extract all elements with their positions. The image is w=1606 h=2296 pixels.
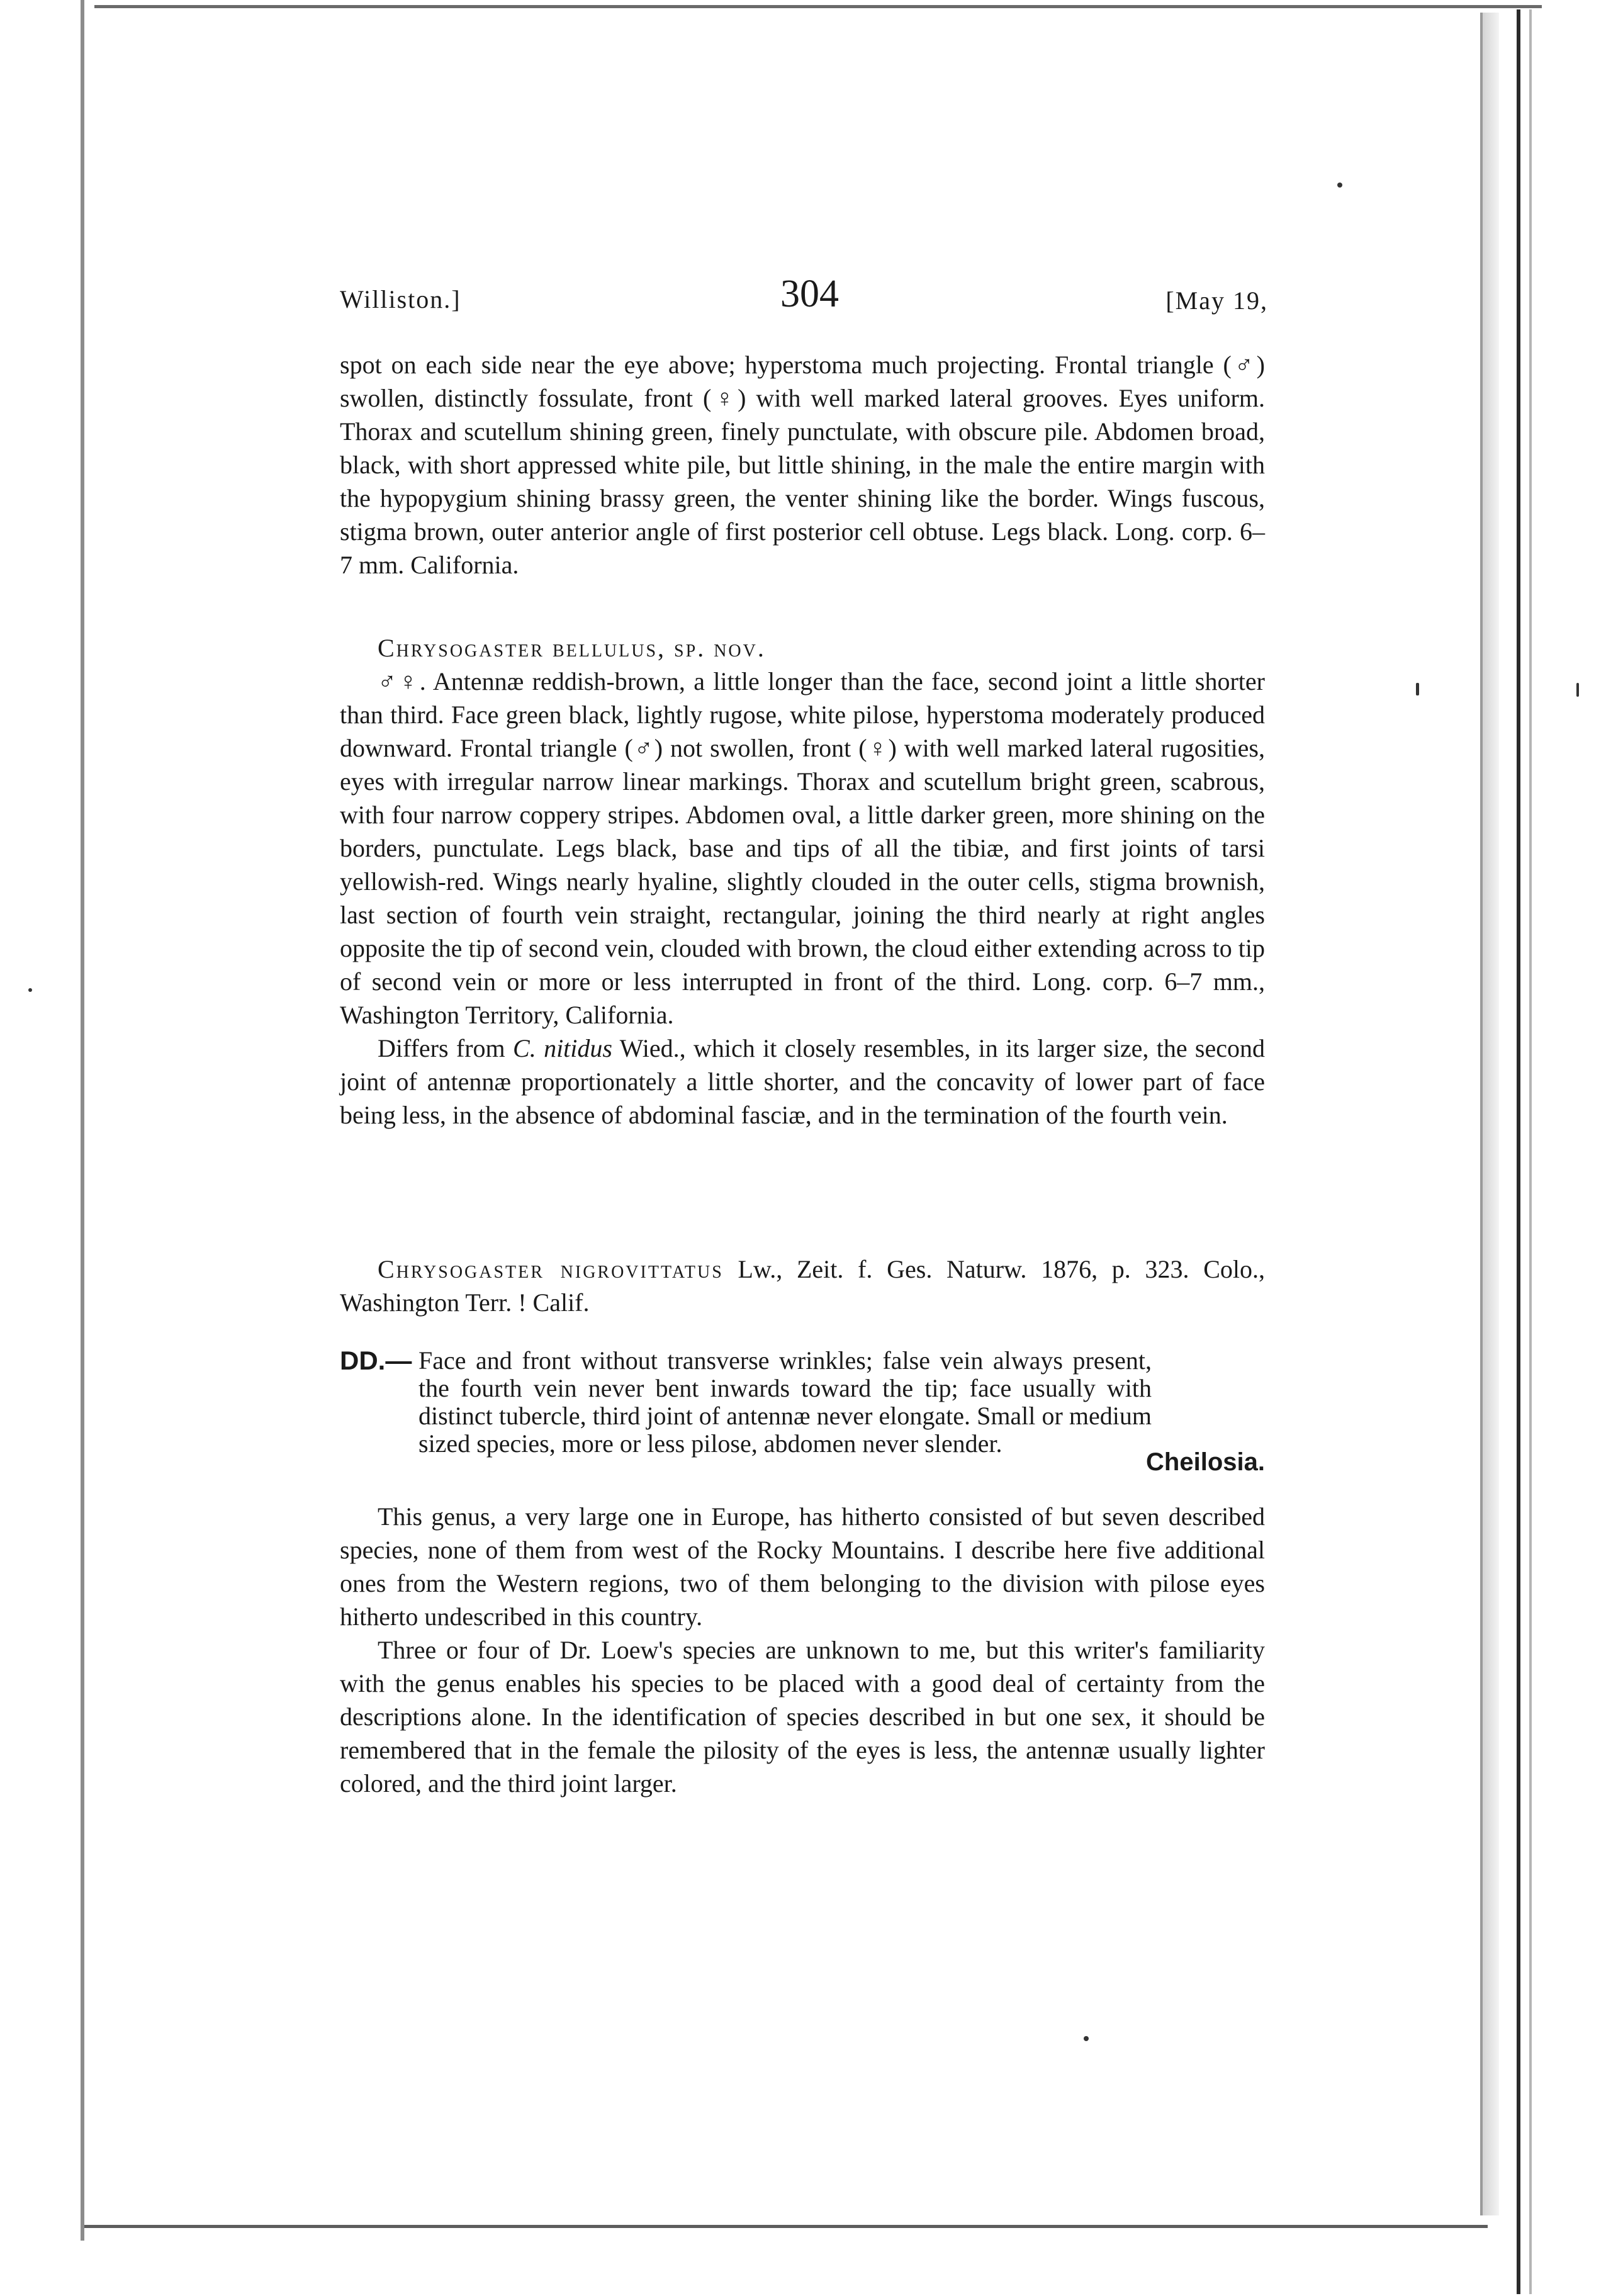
species-entry-nigrovittatus: [340, 1252, 1265, 1319]
key-genus: Cheilosia.: [1146, 1448, 1265, 1476]
species-heading: Chrysogaster nigrovittatus: [378, 1255, 724, 1283]
paragraph: Three or four of Dr. Loew's species are unknown to me, but this writer's familiarity with the genus enables his species to be placed with a good deal of certainty from the descriptions alone. In the identification of species described in but one sex, it should be remembered that in the female the pilosity of the eyes is less, the antennæ usually lighter colored, and the third joint larger.: [340, 1636, 1265, 1798]
page-number: 304: [780, 273, 839, 315]
running-head: [340, 273, 1268, 329]
scan-speck: [1084, 2036, 1089, 2041]
key-label: DD.—: [340, 1346, 412, 1375]
paragraph: This genus, a very large one in Europe, has hitherto consisted of but seven described species, none of them from west of the Rocky Mountains. I describe here five additional ones from the Western regions, two of them belonging to the division with pilose eyes hitherto undescribed in this country.: [340, 1502, 1265, 1631]
page-frame-top: [94, 5, 1542, 8]
key-couplet: [340, 1347, 1265, 1476]
genus-discussion: [340, 1500, 1265, 1800]
running-head-date: [May 19,: [1165, 286, 1268, 315]
running-head-author: Williston.]: [340, 285, 461, 313]
next-page-edge-shadow: [1529, 9, 1532, 2294]
species-entry-bellulus: [340, 631, 1265, 1132]
page-gutter: [1483, 13, 1499, 2215]
compared-species: C. nitidus: [513, 1034, 612, 1062]
differs-prefix: Differs from: [378, 1034, 505, 1062]
continuation-text: spot on each side near the eye above; hyperstoma much projecting. Frontal triangle (♂) swollen, distinctly fossulate, front (♀) with well marked lateral grooves. Eyes uniform. Thorax and scutellum shining green, finely punctulate, with obscure pile. Abdomen broad, black, with short appressed white pile, but little shining, in the male the entire margin with the hypopygium shining brassy green, the venter shining like the border. Wings fuscous, stigma brown, outer anterior angle of first posterior cell obtuse. Legs black. Long. corp. 6–7 mm. California.: [340, 351, 1265, 579]
species-differs: [340, 1032, 1265, 1132]
differs-rest: Wied., which it closely resembles, in its larger size, the second joint of antennæ proportionately a little shorter, and the concavity of lower part of face being less, in the absence of abdominal fasciæ, and in the termination of the fourth vein.: [340, 1034, 1266, 1129]
species-description: ♂♀. Antennæ reddish-brown, a little longer than the face, second joint a little shorter than third. Face green black, lightly rugose, white pilose, hyperstoma moderately produced downward. Frontal triangle (♂) not swollen, front (♀) with well marked lateral rugosities, eyes with irregular narrow linear markings. Thorax and scutellum bright green, scabrous, with four narrow coppery stripes. Abdomen oval, a little darker green, more shining on the borders, punctulate. Legs black, base and tips of all the tibiæ, and first joints of tarsi yellowish-red. Wings nearly hyaline, slightly clouded in the outer cells, stigma brownish, last section of fourth vein straight, rectangular, joining the third nearly at right angles opposite the tip of second vein, clouded with brown, the cloud either extending across to tip of second vein or more or less interrupted in front of the third. Long. corp. 6–7 mm., Washington Territory, California.: [340, 667, 1265, 1029]
continuation-paragraph: [340, 348, 1265, 582]
page-frame-left: [81, 0, 84, 2241]
scan-mark: [1576, 683, 1579, 697]
key-text: Face and front without transverse wrinkles; false vein always present, the fourth vein never bent inwards toward the tip; face usually with distinct tubercle, third joint of antennæ never elongate. Small or medium sized species, more or less pilose, abdomen never slender.: [418, 1346, 1152, 1458]
citation-text: Lw., Zeit. f. Ges. Naturw. 1876, p. 323. Colo., Washington Terr. ! Calif.: [340, 1255, 1265, 1317]
page-frame-bottom: [84, 2225, 1488, 2228]
scan-speck: [28, 988, 32, 992]
species-citation: [340, 1252, 1265, 1319]
next-page-edge: [1517, 9, 1520, 2294]
scan-mark: [1416, 683, 1419, 695]
species-heading: Chrysogaster bellulus, sp. nov.: [378, 634, 766, 662]
scan-speck: [1337, 183, 1342, 188]
